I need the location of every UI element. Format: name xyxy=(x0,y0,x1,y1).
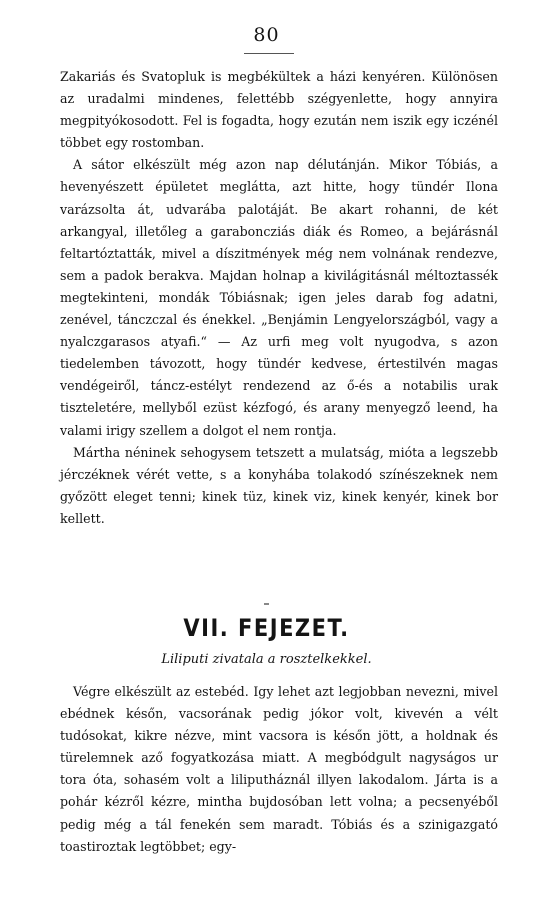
paragraph: Végre elkészült az estebéd. Igy lehet azt legjobban nevezni, mivel ebédnek későn, vacsorának pedig jókor volt, kivevén a vélt tudósokat, kikre nézve, mint vacsora is későn jött, a holdnak és türelemnek aző fogyatkozása miatt. A megbódgult nagyságos ur tora óta, sohasém volt a liliputháznál illyen lakodalom. Járta is a pohár kézről kézre, mintha bujdosóban lett volna; a pecsenyéből pedig még a tál fenekén sem maradt. Tóbiás és a szinigazgató toastiroztak legtöbbet; egy- xyxy=(60,684,498,854)
body-text-top xyxy=(60,66,498,530)
chapter-subtitle: Liliputi zivatala a rosztelkekkel. xyxy=(161,652,372,667)
paragraph: Zakariás és Svatopluk is megbékültek a házi kenyéren. Különösen az uradalmi mindenes, felettébb szégyenlette, hogy annyira megpityókosodott. Fel is fogadta, hogy ezután nem iszik egy iczénél többet egy rostomban. xyxy=(60,69,498,151)
body-text-bottom xyxy=(60,681,498,858)
section-divider xyxy=(264,603,269,605)
paragraph: Mártha néninek sehogysem tetszett a mulatság, mióta a legszebb jérczéknek vérét vette, s a konyhába tolakodó színészeknek nem győzött eleget tenni; kinek tüz, kinek viz, kinek kenyér, kinek bor kellett. xyxy=(60,444,498,526)
chapter-heading: VII. FEJEZET. xyxy=(183,614,350,642)
page-number: 80 xyxy=(253,24,280,46)
header-rule xyxy=(244,53,294,54)
paragraph: A sátor elkészült még azon nap délutánján. Mikor Tóbiás, a hevenyészett épületet meglátta, azt hitte, hogy tündér Ilona varázsolta át, udvarába palotáját. Be akart rohanni, de két arkangyal, illetőleg a garaboncziás diák és Romeo, a bejárásnál feltartóztatták, mivel a díszitmények még nem volnának rendezve, sem a padok berakva. Majdan holnap a kivilágitásnál méltoztassék megtekinteni, mondák Tóbiásnak; igen jeles darab fog adatni, zenével, tánczczal és énekkel. „Benjámin Lengyelországból, vagy a nyalczgarasos atyafi.“ — Az urfi meg volt nyugodva, s azon tiedelemben távozott, hogy tündér kedvese, értestilvén magas vendégeiről, táncz-estélyt rendezend az ő-és a notabilis urak tiszteletére, mellyből ezüst kézfogó, és arany menyegző leend, ha valami irigy szellem a dolgot el nem rontja. xyxy=(60,157,498,438)
